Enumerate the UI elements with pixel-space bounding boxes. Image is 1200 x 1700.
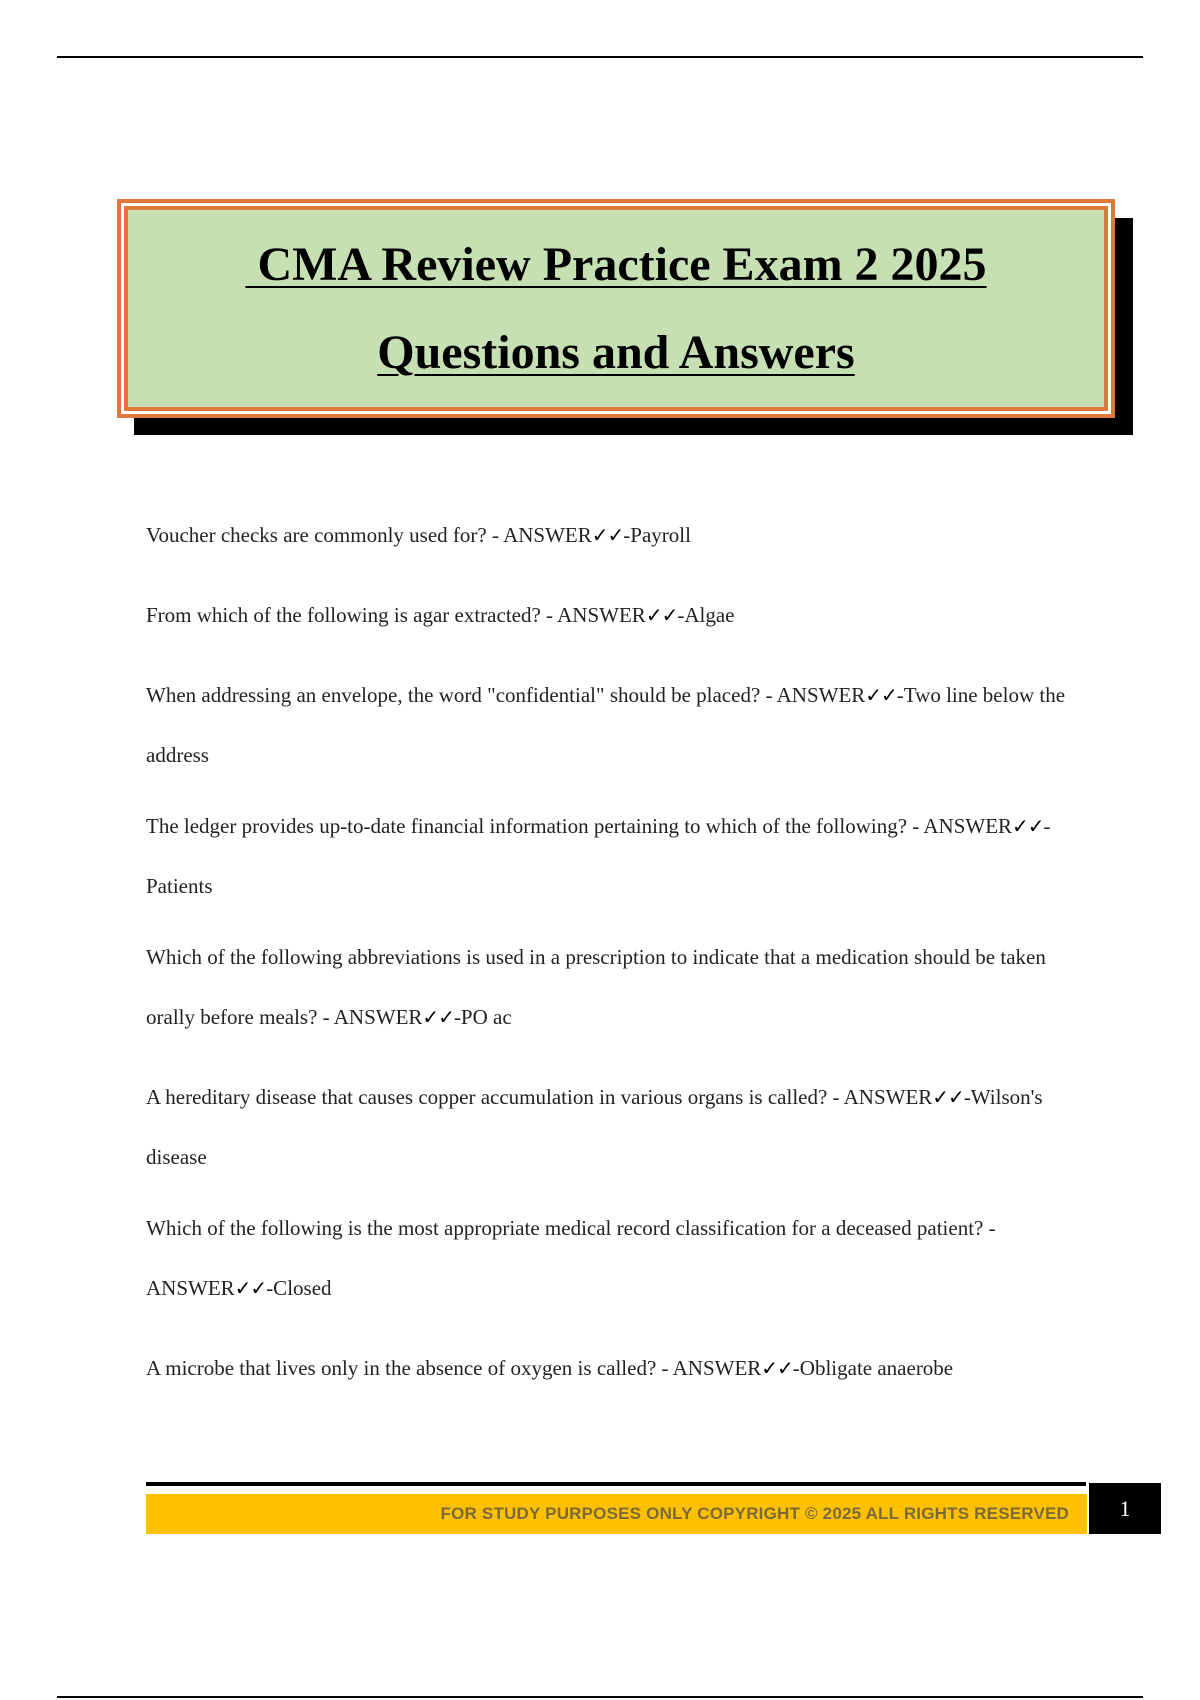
question-text: Which of the following is the most appropriate medical record classification for a deceased patient? -	[146, 1216, 996, 1240]
answer-text: -Obligate anaerobe	[792, 1356, 954, 1380]
question-text: A hereditary disease that causes copper accumulation in various organs is called? -	[146, 1085, 844, 1109]
qa-item	[146, 1198, 1096, 1318]
check-mark-icon: ✓✓	[865, 683, 897, 707]
check-mark-icon: ✓✓	[932, 1085, 964, 1109]
answer-marker: ANSWER	[503, 523, 592, 547]
answer-text: -Algae	[677, 603, 735, 627]
question-text: Which of the following abbreviations is used in a prescription to indicate that a medication should be taken orally before meals? -	[146, 945, 1046, 1029]
qa-item	[146, 1338, 1096, 1398]
answer-text: -Wilson's disease	[146, 1085, 1043, 1169]
title-box	[117, 199, 1115, 418]
qa-item	[146, 927, 1096, 1047]
question-text: Voucher checks are commonly used for? -	[146, 523, 504, 547]
footer-copyright: FOR STUDY PURPOSES ONLY COPYRIGHT © 2025 ALL RIGHTS RESERVED	[440, 1504, 1069, 1523]
answer-marker: ANSWER	[776, 683, 866, 707]
check-mark-icon: ✓✓	[645, 603, 678, 627]
answer-text: -Two line below the address	[146, 683, 1066, 767]
title-line-1: CMA Review Practice Exam 2 2025	[245, 237, 987, 291]
answer-marker: ANSWER	[672, 1356, 762, 1380]
qa-item	[146, 665, 1096, 785]
footer-rule	[146, 1482, 1086, 1486]
qa-item	[146, 585, 1096, 645]
answer-text: -Closed	[266, 1276, 332, 1300]
qa-item	[146, 1067, 1096, 1187]
title-line-2: Questions and Answers	[377, 325, 855, 379]
page-number: 1	[1089, 1483, 1161, 1534]
qa-item	[146, 796, 1096, 916]
question-text: When addressing an envelope, the word "confidential" should be placed? -	[146, 683, 777, 707]
check-mark-icon: ✓✓	[234, 1276, 267, 1300]
answer-marker: ANSWER	[923, 814, 1013, 838]
answer-text: -Payroll	[623, 523, 691, 547]
question-text: From which of the following is agar extracted? -	[146, 603, 558, 627]
top-rule	[57, 56, 1143, 58]
check-mark-icon: ✓✓	[761, 1356, 793, 1380]
answer-marker: ANSWER	[333, 1005, 423, 1029]
footer-bar	[146, 1494, 1087, 1534]
title-inner	[124, 206, 1108, 411]
check-mark-icon: ✓✓	[1012, 814, 1044, 838]
answer-marker: ANSWER	[557, 603, 646, 627]
check-mark-icon: ✓✓	[591, 523, 624, 547]
answer-text: -Patients	[146, 814, 1051, 898]
answer-marker: ANSWER	[146, 1276, 235, 1300]
check-mark-icon: ✓✓	[422, 1005, 454, 1029]
qa-item	[146, 505, 1096, 565]
answer-text: -PO ac	[453, 1005, 512, 1029]
bottom-rule	[57, 1696, 1143, 1698]
answer-marker: ANSWER	[843, 1085, 933, 1109]
question-text: A microbe that lives only in the absence of oxygen is called? -	[146, 1356, 673, 1380]
qa-list	[146, 505, 1096, 1418]
question-text: The ledger provides up-to-date financial information pertaining to which of the following? -	[146, 814, 924, 838]
